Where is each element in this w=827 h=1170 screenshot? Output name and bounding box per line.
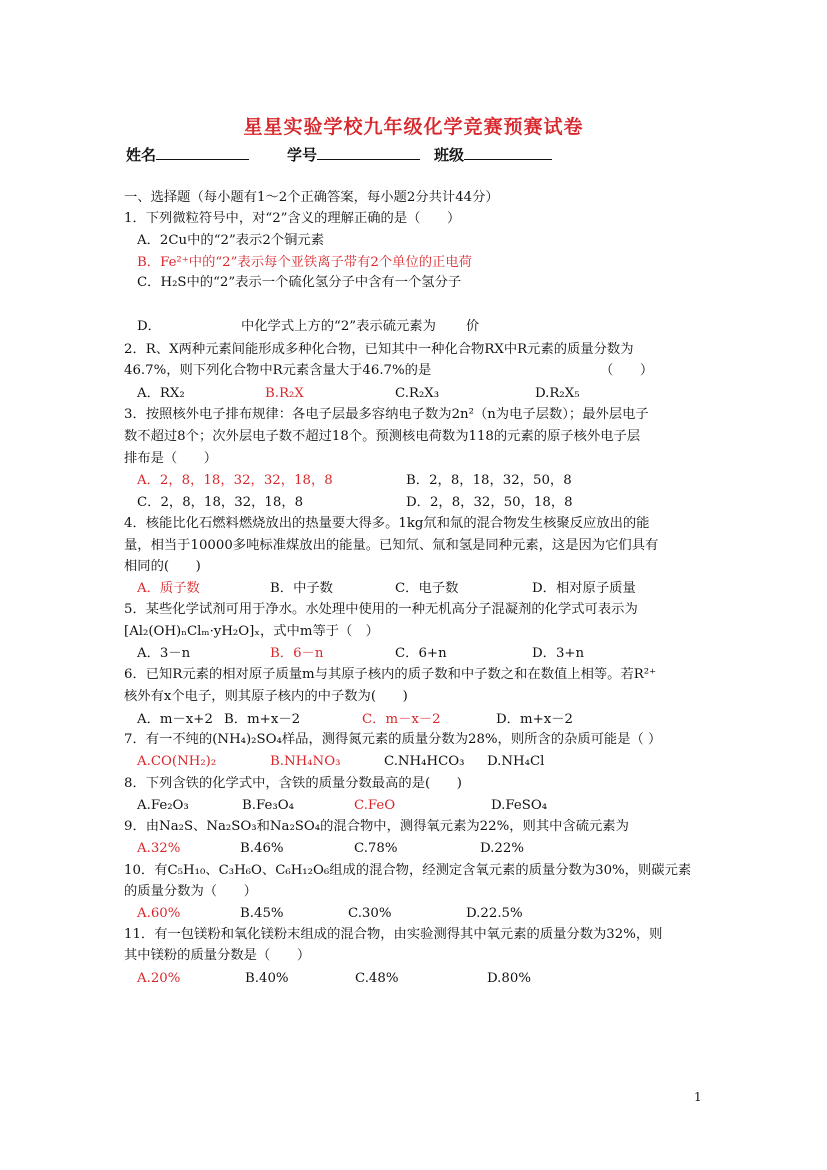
question-2-stem-line-1: 2．R、X两种元素间能形成多种化合物，已知其中一种化合物RX中R元素的质量分数为 xyxy=(124,342,634,357)
question-4-stem-line-2: 量，相当于10000多吨标准煤放出的能量。已知氘、氚和氢是同种元素，这是因为它们具有 xyxy=(124,538,659,553)
question-5-stem-line-2: [Al₂(OH)ₙClₘ·yH₂O]ₓ，式中m等于（ ） xyxy=(124,624,379,639)
question-10-option-b: B.45% xyxy=(240,906,284,921)
question-8-option-b: B.Fe₃O₄ xyxy=(242,798,294,813)
question-4-stem-line-1: 4．核能比化石燃料燃烧放出的热量要大得多。1kg氘和氚的混合物发生核聚反应放出的能 xyxy=(124,516,650,531)
question-9-option-b: B.46% xyxy=(240,841,284,856)
question-2-option-d: D.R₂X₅ xyxy=(535,386,580,401)
question-8-option-c: C.FeO xyxy=(354,798,396,813)
question-3-option-c: C．2，8，18，32，18，8 xyxy=(137,495,304,510)
question-2-stem-line-2: 46.7%，则下列化合物中R元素含量大于46.7%的是 xyxy=(124,363,432,378)
question-5-option-c: C．6+n xyxy=(395,646,447,661)
question-10-option-d: D.22.5% xyxy=(466,906,523,921)
question-9-option-d: D.22% xyxy=(480,841,524,856)
question-4-option-b: B．中子数 xyxy=(270,581,333,596)
question-1-option-a: A．2Cu中的“2”表示2个铜元素 xyxy=(137,233,324,248)
question-2-option-b: B.R₂X xyxy=(265,386,304,401)
question-5-option-b: B．6－n xyxy=(270,646,324,661)
question-8-stem: 8．下列含铁的化学式中，含铁的质量分数最高的是( ) xyxy=(124,776,462,791)
question-11-option-c: C.48% xyxy=(355,971,399,986)
question-10-stem-line-1: 10．有C₅H₁₀、C₃H₆O、C₆H₁₂O₆组成的混合物，经测定含氧元素的质量分数为30%，则碳元素 xyxy=(124,863,692,878)
question-6-option-b: B．m+x－2 xyxy=(224,712,301,727)
student-id-blank[interactable] xyxy=(317,145,420,160)
question-6-option-a: A．m－x+2 xyxy=(137,712,213,727)
question-2-option-c: C.R₂X₃ xyxy=(395,386,440,401)
question-7-option-b: B.NH₄NO₃ xyxy=(270,754,341,769)
question-1-option-b: B．Fe²⁺中的“2”表示每个亚铁离子带有2个单位的正电荷 xyxy=(137,255,472,270)
class-field[interactable]: 班级 xyxy=(434,144,552,165)
name-blank[interactable] xyxy=(156,145,249,160)
question-7-option-a: A.CO(NH₂)₂ xyxy=(137,754,217,769)
question-8-option-d: D.FeSO₄ xyxy=(491,798,548,813)
question-2-answer-paren: （ ） xyxy=(600,363,654,378)
question-8-option-a: A.Fe₂O₃ xyxy=(137,798,189,813)
question-5-option-a: A．3－n xyxy=(137,646,191,661)
question-10-stem-line-2: 的质量分数为（ ） xyxy=(124,884,257,899)
question-6-option-d: D．m+x－2 xyxy=(496,712,573,727)
question-2-option-a: A．RX₂ xyxy=(137,386,185,401)
question-6-option-c: C．m－x－2 xyxy=(362,712,441,727)
question-5-option-d: D．3+n xyxy=(532,646,585,661)
question-1-option-c: C．H₂S中的“2”表示一个硫化氢分子中含有一个氢分子 xyxy=(137,275,462,290)
question-7-stem: 7．有一不纯的(NH₄)₂SO₄样品，测得氮元素的质量分数为28%，则所含的杂质可能是（ ） xyxy=(124,732,662,747)
question-7-option-d: D.NH₄Cl xyxy=(487,754,545,769)
question-1-stem: 1．下列微粒符号中，对“2”含义的理解正确的是（ ） xyxy=(124,211,461,226)
question-4-option-a: A．质子数 xyxy=(137,581,200,596)
question-3-stem-line-2: 数不超过8个；次外层电子数不超过18个。预测核电荷数为118的元素的原子核外电子层 xyxy=(124,429,641,444)
question-9-stem: 9．由Na₂S、Na₂SO₃和Na₂SO₄的混合物中，测得氧元素为22%，则其中含硫元素为 xyxy=(124,819,629,834)
question-10-option-a: A.60% xyxy=(137,906,181,921)
question-11-option-b: B.40% xyxy=(245,971,289,986)
question-6-stem-line-2: 核外有x个电子，则其原子核内的中子数为( ) xyxy=(124,689,408,704)
question-11-stem-line-2: 其中镁粉的质量分数是（ ） xyxy=(124,948,311,963)
question-1-option-d: D． 中化学式上方的“2”表示硫元素为 价 xyxy=(137,319,480,334)
question-3-option-b: B．2，8，18，32，50，8 xyxy=(406,473,572,488)
question-9-option-c: C.78% xyxy=(354,841,398,856)
question-11-option-d: D.80% xyxy=(487,971,531,986)
question-10-option-c: C.30% xyxy=(348,906,392,921)
question-3-option-d: D．2，8，32，50，18，8 xyxy=(406,495,573,510)
question-7-option-c: C.NH₄HCO₃ xyxy=(384,754,465,769)
question-11-stem-line-1: 11．有一包镁粉和氧化镁粉末组成的混合物，由实验测得其中氧元素的质量分数为32%，则 xyxy=(124,927,663,942)
question-4-option-d: D．相对原子质量 xyxy=(532,581,636,596)
question-5-stem-line-1: 5．某些化学试剂可用于净水。水处理中使用的一种无机高分子混凝剂的化学式可表示为 xyxy=(124,602,638,617)
page-number: 1 xyxy=(694,1090,702,1104)
question-6-stem-line-1: 6．已知R元素的相对原子质量m与其原子核内的质子数和中子数之和在数值上相等。若R²⁺ xyxy=(124,667,657,682)
section-heading: 一、选择题（每小题有1～2个正确答案，每小题2分共计44分） xyxy=(124,190,499,205)
exam-title: 星星实验学校九年级化学竞赛预赛试卷 xyxy=(243,116,584,138)
student-id-field[interactable]: 学号 xyxy=(287,144,420,165)
question-4-stem-line-3: 相同的( ) xyxy=(124,559,201,574)
name-field[interactable]: 姓名 xyxy=(126,144,249,165)
class-blank[interactable] xyxy=(464,145,552,160)
question-3-stem-line-3: 排布是（ ） xyxy=(124,451,218,466)
question-11-option-a: A.20% xyxy=(137,971,181,986)
question-3-stem-line-1: 3．按照核外电子排布规律：各电子层最多容纳电子数为2n²（n为电子层数）；最外层电子 xyxy=(124,407,649,422)
question-9-option-a: A.32% xyxy=(137,841,181,856)
question-3-option-a: A．2，8，18，32，32，18，8 xyxy=(137,473,333,488)
question-4-option-c: C．电子数 xyxy=(395,581,459,596)
